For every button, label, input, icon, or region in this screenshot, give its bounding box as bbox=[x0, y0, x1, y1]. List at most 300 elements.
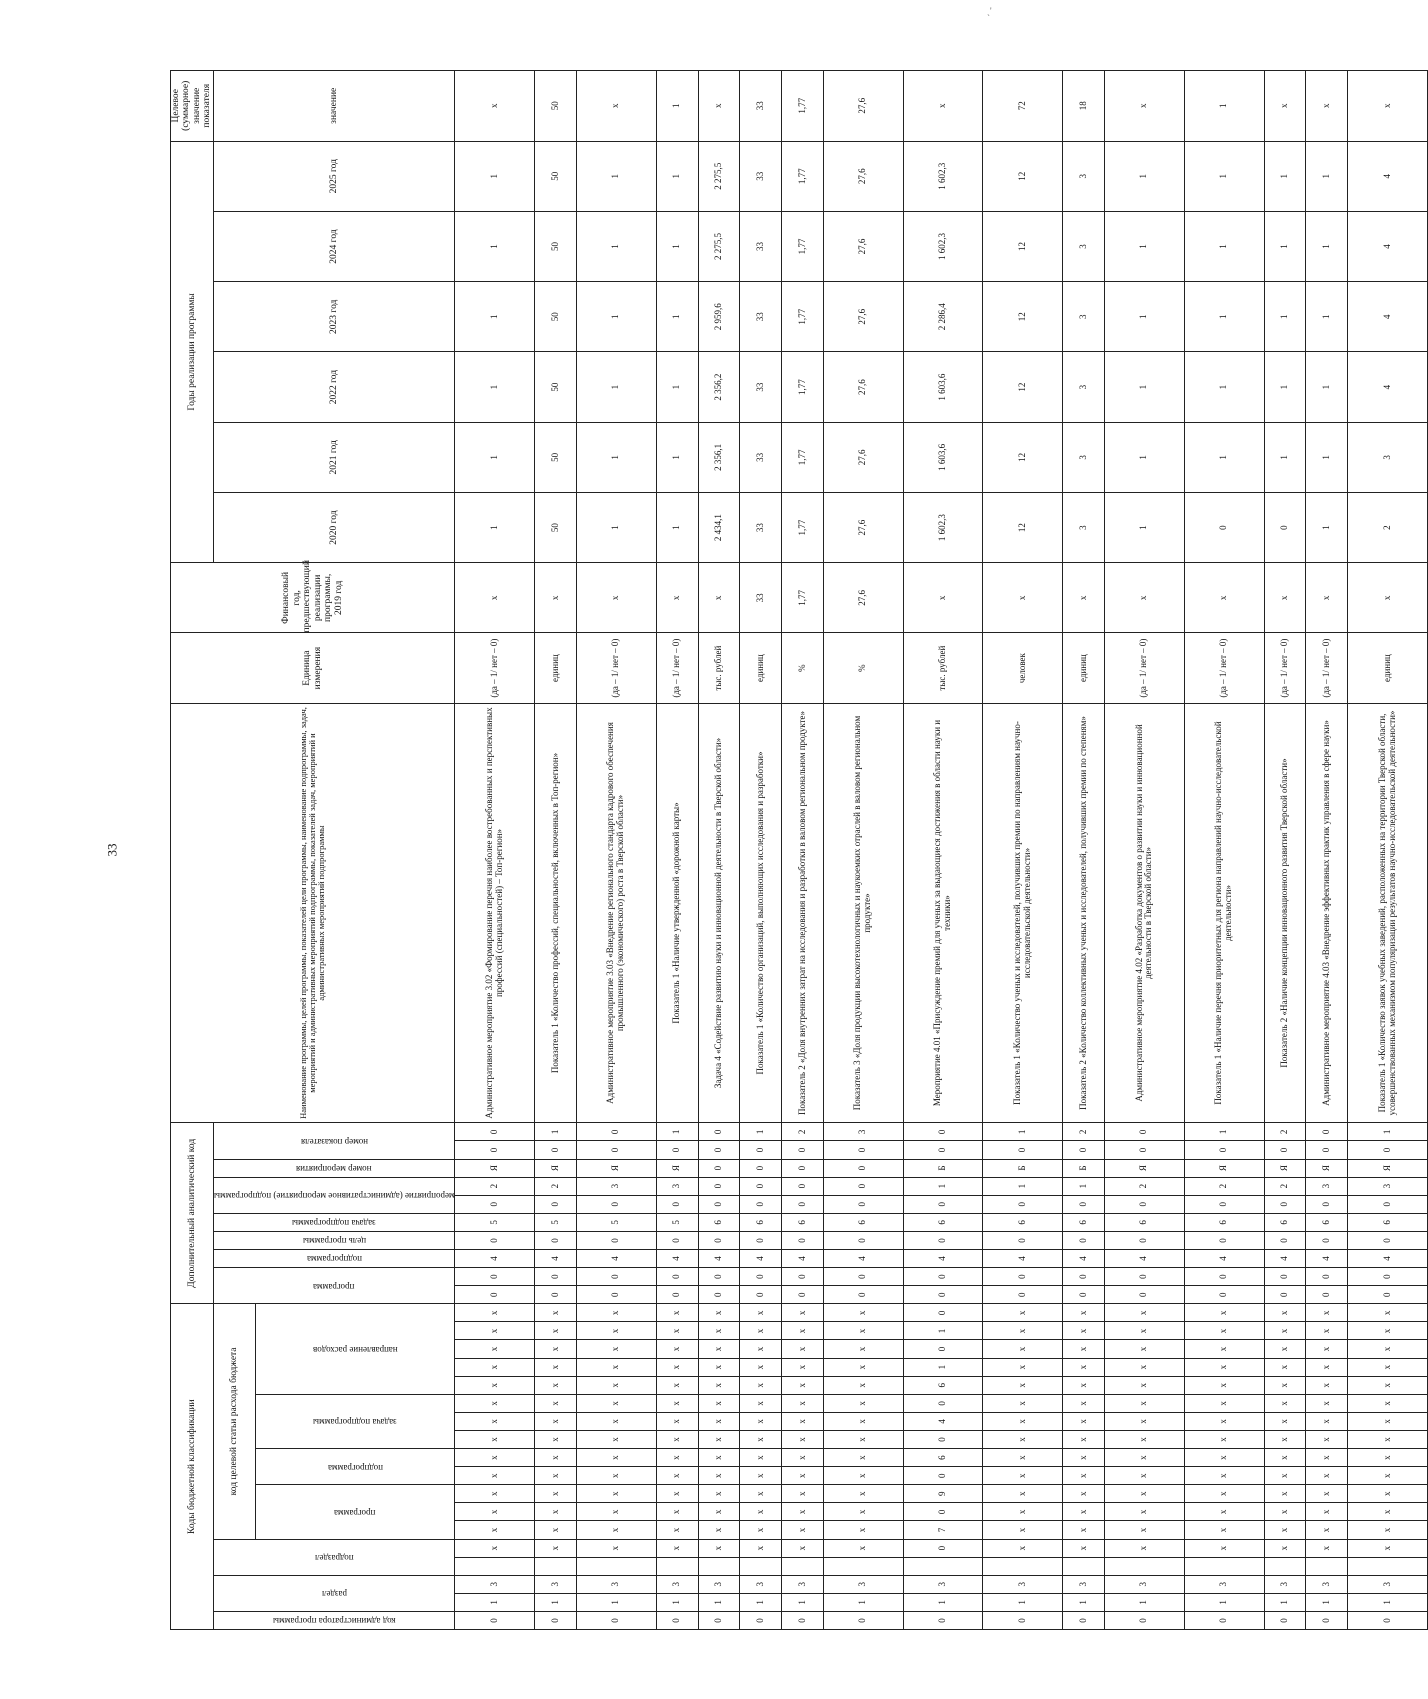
year-value-cell: 0 bbox=[1264, 492, 1306, 562]
additional-code-cell: 0 bbox=[1105, 1231, 1185, 1249]
budget-code-cell: x bbox=[455, 1358, 535, 1376]
additional-code-cell: 0 bbox=[1184, 1286, 1264, 1304]
target-value-cell: x bbox=[1105, 71, 1185, 142]
budget-code-cell: 0 bbox=[903, 1394, 983, 1412]
budget-code-cell: 3 bbox=[698, 1575, 740, 1593]
budget-code-cell: x bbox=[983, 1503, 1063, 1521]
item-name-cell: Показатель 1 «Наличие утвержденной «дорожной карты» bbox=[656, 703, 698, 1123]
additional-code-cell: 0 bbox=[740, 1141, 782, 1159]
budget-code-cell bbox=[782, 1557, 824, 1575]
additional-code-cell: 4 bbox=[740, 1250, 782, 1268]
budget-code-cell: x bbox=[740, 1394, 782, 1412]
budget-code-cell: x bbox=[576, 1358, 656, 1376]
year-value-cell: 1 bbox=[656, 211, 698, 281]
additional-code-cell: 0 bbox=[455, 1195, 535, 1213]
item-name-cell: Показатель 2 «Наличие концепции инновационного развития Тверской области» bbox=[1264, 703, 1306, 1123]
header-name: Наименование программы, целей программы, показателей цели программы, наименование подпрограммы, задач, мероприятий и административных мероприятий подпрограммы, показателей задач, мероприятий и административных мероприятий подпрограммы bbox=[171, 703, 455, 1123]
budget-code-cell: x bbox=[983, 1449, 1063, 1467]
budget-code-cell: x bbox=[1184, 1503, 1264, 1521]
budget-code-cell: 0 bbox=[656, 1611, 698, 1629]
budget-code-cell: x bbox=[1184, 1322, 1264, 1340]
budget-code-cell: x bbox=[1184, 1485, 1264, 1503]
budget-code-cell: x bbox=[823, 1376, 903, 1394]
table-row bbox=[903, 71, 983, 1630]
budget-code-cell: x bbox=[1264, 1449, 1306, 1467]
target-value-cell: x bbox=[698, 71, 740, 142]
budget-code-cell: 0 bbox=[823, 1611, 903, 1629]
budget-code-cell: x bbox=[1105, 1340, 1185, 1358]
budget-code-cell: x bbox=[698, 1430, 740, 1448]
budget-code-cell: x bbox=[1348, 1376, 1428, 1394]
year-value-cell: 1 bbox=[656, 422, 698, 492]
year-value-cell: 1 bbox=[1184, 352, 1264, 422]
budget-code-cell bbox=[576, 1557, 656, 1575]
year-value-cell: 1 bbox=[1306, 492, 1348, 562]
budget-code-cell: 7 bbox=[903, 1521, 983, 1539]
year-value-cell: 1 bbox=[1264, 211, 1306, 281]
year-value-cell: 1 bbox=[1184, 422, 1264, 492]
additional-code-cell: 0 bbox=[823, 1177, 903, 1195]
budget-code-cell: 3 bbox=[823, 1575, 903, 1593]
additional-code-cell: 0 bbox=[1063, 1268, 1105, 1286]
budget-code-cell: x bbox=[983, 1376, 1063, 1394]
year-value-cell: 1 bbox=[1105, 492, 1185, 562]
page-number: 33 bbox=[104, 843, 120, 857]
additional-code-cell: 0 bbox=[455, 1123, 535, 1141]
header-section: раздел bbox=[213, 1575, 455, 1611]
target-value-cell: 72 bbox=[983, 71, 1063, 142]
year-value-cell: 2 434,1 bbox=[698, 492, 740, 562]
additional-code-cell: 0 bbox=[1348, 1231, 1428, 1249]
item-name-cell: Показатель 2 «Доля внутренних затрат на исследования и разработки в валовом региональном продукте» bbox=[782, 703, 824, 1123]
table-row bbox=[1306, 71, 1348, 1630]
budget-code-cell: x bbox=[1264, 1521, 1306, 1539]
year-value-cell: 33 bbox=[740, 141, 782, 211]
year-value-cell: 50 bbox=[535, 422, 577, 492]
finance-year-cell: x bbox=[1105, 563, 1185, 633]
additional-code-cell: 0 bbox=[535, 1231, 577, 1249]
target-value-cell: 1 bbox=[1184, 71, 1264, 142]
budget-code-cell: x bbox=[782, 1430, 824, 1448]
budget-code-cell: 6 bbox=[903, 1449, 983, 1467]
budget-code-cell: x bbox=[1105, 1449, 1185, 1467]
additional-code-cell: 0 bbox=[535, 1195, 577, 1213]
budget-code-cell: x bbox=[1348, 1340, 1428, 1358]
unit-cell: человек bbox=[983, 633, 1063, 703]
year-value-cell: 1 bbox=[656, 492, 698, 562]
additional-code-cell: 0 bbox=[782, 1231, 824, 1249]
header-add-goal: цель программы bbox=[213, 1231, 455, 1249]
table-row bbox=[1105, 71, 1185, 1630]
budget-code-cell: x bbox=[1306, 1449, 1348, 1467]
finance-year-cell: x bbox=[1063, 563, 1105, 633]
additional-code-cell: 1 bbox=[1348, 1123, 1428, 1141]
unit-cell: (да – 1/ нет – 0) bbox=[656, 633, 698, 703]
additional-code-cell: 4 bbox=[1105, 1250, 1185, 1268]
budget-code-cell bbox=[1063, 1557, 1105, 1575]
budget-code-cell: 3 bbox=[782, 1575, 824, 1593]
budget-code-cell bbox=[1184, 1557, 1264, 1575]
year-value-cell: 1 bbox=[455, 492, 535, 562]
budget-code-cell: x bbox=[782, 1503, 824, 1521]
additional-code-cell: 0 bbox=[740, 1231, 782, 1249]
additional-code-cell: 6 bbox=[1264, 1213, 1306, 1231]
additional-code-cell: 4 bbox=[1184, 1250, 1264, 1268]
unit-cell: единиц bbox=[740, 633, 782, 703]
year-value-cell: 33 bbox=[740, 352, 782, 422]
additional-code-cell: 2 bbox=[1105, 1177, 1185, 1195]
year-value-cell: 1 bbox=[576, 492, 656, 562]
budget-code-cell: x bbox=[983, 1304, 1063, 1322]
budget-code-cell: x bbox=[1348, 1322, 1428, 1340]
additional-code-cell: Я bbox=[656, 1159, 698, 1177]
budget-code-cell: x bbox=[823, 1467, 903, 1485]
unit-cell: (да – 1/ нет – 0) bbox=[1306, 633, 1348, 703]
header-year-2024: 2024 год bbox=[213, 211, 455, 281]
finance-year-cell: x bbox=[983, 563, 1063, 633]
header-task-subprogram: задача подпрограммы bbox=[255, 1394, 455, 1448]
budget-code-cell: x bbox=[656, 1412, 698, 1430]
year-value-cell: 2 bbox=[1348, 492, 1428, 562]
year-value-cell: 12 bbox=[983, 422, 1063, 492]
budget-code-cell: x bbox=[698, 1358, 740, 1376]
additional-code-cell: Я bbox=[576, 1159, 656, 1177]
program-table bbox=[170, 70, 1428, 1630]
budget-code-cell: x bbox=[782, 1521, 824, 1539]
budget-code-cell: x bbox=[576, 1322, 656, 1340]
additional-code-cell: 3 bbox=[1306, 1177, 1348, 1195]
additional-code-cell: 0 bbox=[740, 1286, 782, 1304]
additional-code-cell: 0 bbox=[903, 1231, 983, 1249]
budget-code-cell: x bbox=[782, 1304, 824, 1322]
budget-code-cell: x bbox=[1063, 1503, 1105, 1521]
budget-code-cell: x bbox=[455, 1430, 535, 1448]
budget-code-cell: x bbox=[1184, 1430, 1264, 1448]
item-name-cell: Мероприятие 4.01 «Присуждение премий для ученых за выдающиеся достижения в области науки и техники» bbox=[903, 703, 983, 1123]
additional-code-cell: 0 bbox=[535, 1268, 577, 1286]
header-years: Годы реализации программы bbox=[171, 141, 214, 563]
year-value-cell: 4 bbox=[1348, 211, 1428, 281]
finance-year-cell: 27,6 bbox=[823, 563, 903, 633]
budget-code-cell: 3 bbox=[535, 1575, 577, 1593]
budget-code-cell: x bbox=[1264, 1358, 1306, 1376]
budget-code-cell: x bbox=[1105, 1539, 1185, 1557]
budget-code-cell: x bbox=[1306, 1322, 1348, 1340]
year-value-cell: 2 356,2 bbox=[698, 352, 740, 422]
additional-code-cell: 0 bbox=[782, 1177, 824, 1195]
year-value-cell: 33 bbox=[740, 211, 782, 281]
header-add-activity-type: номер мероприятия bbox=[213, 1159, 455, 1177]
budget-code-cell: x bbox=[1348, 1412, 1428, 1430]
budget-code-cell: x bbox=[1348, 1467, 1428, 1485]
budget-code-cell: x bbox=[1264, 1412, 1306, 1430]
header-activity-direction: направление расходов bbox=[255, 1304, 455, 1395]
budget-code-cell: x bbox=[1348, 1503, 1428, 1521]
additional-code-cell: 0 bbox=[698, 1195, 740, 1213]
additional-code-cell: 4 bbox=[576, 1250, 656, 1268]
additional-code-cell: 0 bbox=[455, 1141, 535, 1159]
budget-code-cell: x bbox=[535, 1449, 577, 1467]
additional-code-cell: 0 bbox=[1348, 1195, 1428, 1213]
budget-code-cell: x bbox=[455, 1412, 535, 1430]
header-admin-code: код администратора программы bbox=[213, 1611, 455, 1629]
additional-code-cell: 4 bbox=[903, 1250, 983, 1268]
year-value-cell: 1 bbox=[1264, 352, 1306, 422]
table-row bbox=[535, 71, 577, 1630]
budget-code-cell: x bbox=[576, 1449, 656, 1467]
year-value-cell: 1 bbox=[455, 141, 535, 211]
budget-code-cell: 0 bbox=[1105, 1611, 1185, 1629]
budget-code-cell: x bbox=[656, 1485, 698, 1503]
header-target-article: код целевой статьи расхода бюджета bbox=[213, 1304, 255, 1539]
additional-code-cell: 0 bbox=[740, 1159, 782, 1177]
item-name-cell: Административное мероприятие 3.03 «Внедрение регионального стандарта кадрового обеспечения промышленного (экономического) роста в Тверской области» bbox=[576, 703, 656, 1123]
header-add-indicator: номер показателя bbox=[213, 1123, 455, 1159]
budget-code-cell bbox=[903, 1557, 983, 1575]
item-name-cell: Показатель 1 «Количество организаций, выполняющих исследования и разработки» bbox=[740, 703, 782, 1123]
budget-code-cell: x bbox=[823, 1485, 903, 1503]
budget-code-cell: x bbox=[1306, 1503, 1348, 1521]
year-value-cell: 1 603,6 bbox=[903, 352, 983, 422]
budget-code-cell: x bbox=[698, 1322, 740, 1340]
budget-code-cell: x bbox=[983, 1430, 1063, 1448]
additional-code-cell: 0 bbox=[1348, 1268, 1428, 1286]
additional-code-cell: 0 bbox=[1348, 1141, 1428, 1159]
budget-code-cell: x bbox=[698, 1539, 740, 1557]
unit-cell: % bbox=[782, 633, 824, 703]
target-value-cell: 1,77 bbox=[782, 71, 824, 142]
budget-code-cell: x bbox=[576, 1412, 656, 1430]
additional-code-cell: 0 bbox=[823, 1159, 903, 1177]
year-value-cell: 3 bbox=[1063, 492, 1105, 562]
additional-code-cell: 0 bbox=[983, 1141, 1063, 1159]
budget-code-cell: x bbox=[455, 1521, 535, 1539]
budget-code-cell: x bbox=[455, 1340, 535, 1358]
additional-code-cell: 0 bbox=[782, 1159, 824, 1177]
header-codes-budget: Коды бюджетной классификации bbox=[171, 1304, 214, 1630]
additional-code-cell: 3 bbox=[1348, 1177, 1428, 1195]
budget-code-cell: x bbox=[782, 1358, 824, 1376]
budget-code-cell: x bbox=[1348, 1394, 1428, 1412]
year-value-cell: 1 bbox=[1306, 282, 1348, 352]
budget-code-cell: x bbox=[535, 1503, 577, 1521]
budget-code-cell: x bbox=[983, 1467, 1063, 1485]
target-value-cell: x bbox=[903, 71, 983, 142]
budget-code-cell: x bbox=[535, 1521, 577, 1539]
budget-code-cell: x bbox=[823, 1521, 903, 1539]
finance-year-cell: x bbox=[535, 563, 577, 633]
budget-code-cell: 3 bbox=[576, 1575, 656, 1593]
budget-code-cell: x bbox=[1306, 1521, 1348, 1539]
scan-mark: ˎ' bbox=[987, 6, 992, 16]
year-value-cell: 12 bbox=[983, 282, 1063, 352]
finance-year-cell: x bbox=[1184, 563, 1264, 633]
year-value-cell: 2 286,4 bbox=[903, 282, 983, 352]
budget-code-cell bbox=[983, 1557, 1063, 1575]
unit-cell: тыс. рублей bbox=[698, 633, 740, 703]
budget-code-cell: 0 bbox=[903, 1340, 983, 1358]
additional-code-cell: 0 bbox=[1264, 1141, 1306, 1159]
budget-code-cell: 0 bbox=[535, 1611, 577, 1629]
budget-code-cell: x bbox=[1063, 1394, 1105, 1412]
header-subprogram: подпрограмма bbox=[255, 1449, 455, 1485]
budget-code-cell: x bbox=[823, 1358, 903, 1376]
budget-code-cell: x bbox=[1306, 1430, 1348, 1448]
additional-code-cell: 0 bbox=[903, 1141, 983, 1159]
additional-code-cell: 0 bbox=[535, 1286, 577, 1304]
budget-code-cell: 0 bbox=[782, 1611, 824, 1629]
budget-code-cell: x bbox=[1306, 1340, 1348, 1358]
budget-code-cell: x bbox=[782, 1376, 824, 1394]
budget-code-cell: x bbox=[782, 1322, 824, 1340]
finance-year-cell: x bbox=[903, 563, 983, 633]
year-value-cell: 1,77 bbox=[782, 492, 824, 562]
year-value-cell: 1 bbox=[1306, 141, 1348, 211]
additional-code-cell: 6 bbox=[1105, 1213, 1185, 1231]
year-value-cell: 3 bbox=[1063, 352, 1105, 422]
budget-code-cell: 3 bbox=[903, 1575, 983, 1593]
budget-code-cell: 0 bbox=[1348, 1611, 1428, 1629]
budget-code-cell: 1 bbox=[740, 1593, 782, 1611]
additional-code-cell: 0 bbox=[823, 1231, 903, 1249]
year-value-cell: 1 bbox=[576, 141, 656, 211]
budget-code-cell: x bbox=[1184, 1539, 1264, 1557]
budget-code-cell: x bbox=[698, 1412, 740, 1430]
additional-code-cell: Я bbox=[1105, 1159, 1185, 1177]
year-value-cell: 12 bbox=[983, 211, 1063, 281]
year-value-cell: 50 bbox=[535, 352, 577, 422]
item-name-cell: Показатель 1 «Количество ученых и исследователей, получивших премии по направлениям научно-исследовательской деятельности» bbox=[983, 703, 1063, 1123]
budget-code-cell: x bbox=[1264, 1376, 1306, 1394]
finance-year-cell: 33 bbox=[740, 563, 782, 633]
budget-code-cell: 1 bbox=[1184, 1593, 1264, 1611]
budget-code-cell: x bbox=[782, 1485, 824, 1503]
budget-code-cell: x bbox=[535, 1358, 577, 1376]
year-value-cell: 12 bbox=[983, 141, 1063, 211]
budget-code-cell: 1 bbox=[903, 1358, 983, 1376]
additional-code-cell: 0 bbox=[1063, 1195, 1105, 1213]
target-value-cell: 18 bbox=[1063, 71, 1105, 142]
additional-code-cell: Я bbox=[1306, 1159, 1348, 1177]
item-name-cell: Задача 4 «Содействие развитию науки и инновационной деятельности в Тверской области» bbox=[698, 703, 740, 1123]
budget-code-cell: x bbox=[1105, 1394, 1185, 1412]
budget-code-cell: x bbox=[1105, 1376, 1185, 1394]
budget-code-cell: x bbox=[455, 1304, 535, 1322]
budget-code-cell: x bbox=[983, 1539, 1063, 1557]
budget-code-cell: x bbox=[656, 1539, 698, 1557]
year-value-cell: 1 bbox=[1105, 141, 1185, 211]
budget-code-cell: 1 bbox=[983, 1593, 1063, 1611]
budget-code-cell: 1 bbox=[1105, 1593, 1185, 1611]
additional-code-cell: 0 bbox=[1063, 1231, 1105, 1249]
header-value: значение bbox=[213, 71, 455, 142]
budget-code-cell: 1 bbox=[1348, 1593, 1428, 1611]
additional-code-cell: 2 bbox=[1184, 1177, 1264, 1195]
budget-code-cell: x bbox=[698, 1521, 740, 1539]
additional-code-cell: Б bbox=[1063, 1159, 1105, 1177]
additional-code-cell: 0 bbox=[1105, 1123, 1185, 1141]
year-value-cell: 1,77 bbox=[782, 422, 824, 492]
budget-code-cell: x bbox=[1063, 1376, 1105, 1394]
budget-code-cell: x bbox=[576, 1376, 656, 1394]
budget-code-cell: x bbox=[656, 1394, 698, 1412]
year-value-cell: 1 602,3 bbox=[903, 141, 983, 211]
budget-code-cell: x bbox=[576, 1467, 656, 1485]
budget-code-cell: x bbox=[698, 1449, 740, 1467]
budget-code-cell: 3 bbox=[740, 1575, 782, 1593]
additional-code-cell: 0 bbox=[903, 1286, 983, 1304]
header-year-2020: 2020 год bbox=[213, 492, 455, 562]
additional-code-cell: 0 bbox=[1264, 1231, 1306, 1249]
budget-code-cell bbox=[535, 1557, 577, 1575]
budget-code-cell: x bbox=[1063, 1340, 1105, 1358]
additional-code-cell: 0 bbox=[782, 1268, 824, 1286]
budget-code-cell bbox=[698, 1557, 740, 1575]
budget-code-cell: x bbox=[455, 1467, 535, 1485]
finance-year-cell: x bbox=[656, 563, 698, 633]
additional-code-cell: 0 bbox=[698, 1286, 740, 1304]
budget-code-cell: x bbox=[1063, 1467, 1105, 1485]
additional-code-cell: 4 bbox=[656, 1250, 698, 1268]
budget-code-cell: x bbox=[1264, 1304, 1306, 1322]
budget-code-cell: 3 bbox=[656, 1575, 698, 1593]
budget-code-cell: x bbox=[1264, 1467, 1306, 1485]
additional-code-cell: 4 bbox=[1063, 1250, 1105, 1268]
additional-code-cell: 0 bbox=[656, 1268, 698, 1286]
target-value-cell: x bbox=[455, 71, 535, 142]
year-value-cell: 1 bbox=[576, 352, 656, 422]
additional-code-cell: 0 bbox=[535, 1141, 577, 1159]
budget-code-cell: x bbox=[823, 1304, 903, 1322]
additional-code-cell: 0 bbox=[698, 1159, 740, 1177]
budget-code-cell: x bbox=[1105, 1467, 1185, 1485]
additional-code-cell: 0 bbox=[740, 1195, 782, 1213]
budget-code-cell: x bbox=[1348, 1304, 1428, 1322]
budget-code-cell: 0 bbox=[903, 1430, 983, 1448]
year-value-cell: 3 bbox=[1063, 282, 1105, 352]
budget-code-cell: x bbox=[740, 1340, 782, 1358]
additional-code-cell: 0 bbox=[656, 1141, 698, 1159]
budget-code-cell: x bbox=[1063, 1358, 1105, 1376]
budget-code-cell: x bbox=[1063, 1449, 1105, 1467]
additional-code-cell: 0 bbox=[1105, 1286, 1185, 1304]
budget-code-cell bbox=[823, 1557, 903, 1575]
year-value-cell: 1,77 bbox=[782, 352, 824, 422]
target-value-cell: 27,6 bbox=[823, 71, 903, 142]
year-value-cell: 3 bbox=[1348, 422, 1428, 492]
budget-code-cell: x bbox=[782, 1539, 824, 1557]
budget-code-cell: x bbox=[1184, 1304, 1264, 1322]
budget-code-cell: x bbox=[656, 1467, 698, 1485]
budget-code-cell: x bbox=[740, 1358, 782, 1376]
item-name-cell: Административное мероприятие 4.03 «Внедрение эффективных практик управления в сфере науки» bbox=[1306, 703, 1348, 1123]
budget-code-cell: x bbox=[1348, 1358, 1428, 1376]
budget-code-cell: x bbox=[782, 1467, 824, 1485]
year-value-cell: 1 bbox=[455, 282, 535, 352]
budget-code-cell: x bbox=[656, 1430, 698, 1448]
budget-code-cell: x bbox=[740, 1521, 782, 1539]
budget-code-cell: 0 bbox=[903, 1467, 983, 1485]
additional-code-cell: 0 bbox=[1184, 1195, 1264, 1213]
budget-code-cell: x bbox=[656, 1449, 698, 1467]
budget-code-cell: x bbox=[823, 1503, 903, 1521]
additional-code-cell: 0 bbox=[455, 1231, 535, 1249]
additional-code-cell: 1 bbox=[1063, 1177, 1105, 1195]
budget-code-cell: 0 bbox=[1184, 1611, 1264, 1629]
budget-code-cell: x bbox=[698, 1340, 740, 1358]
year-value-cell: 4 bbox=[1348, 352, 1428, 422]
budget-code-cell: 3 bbox=[1184, 1575, 1264, 1593]
